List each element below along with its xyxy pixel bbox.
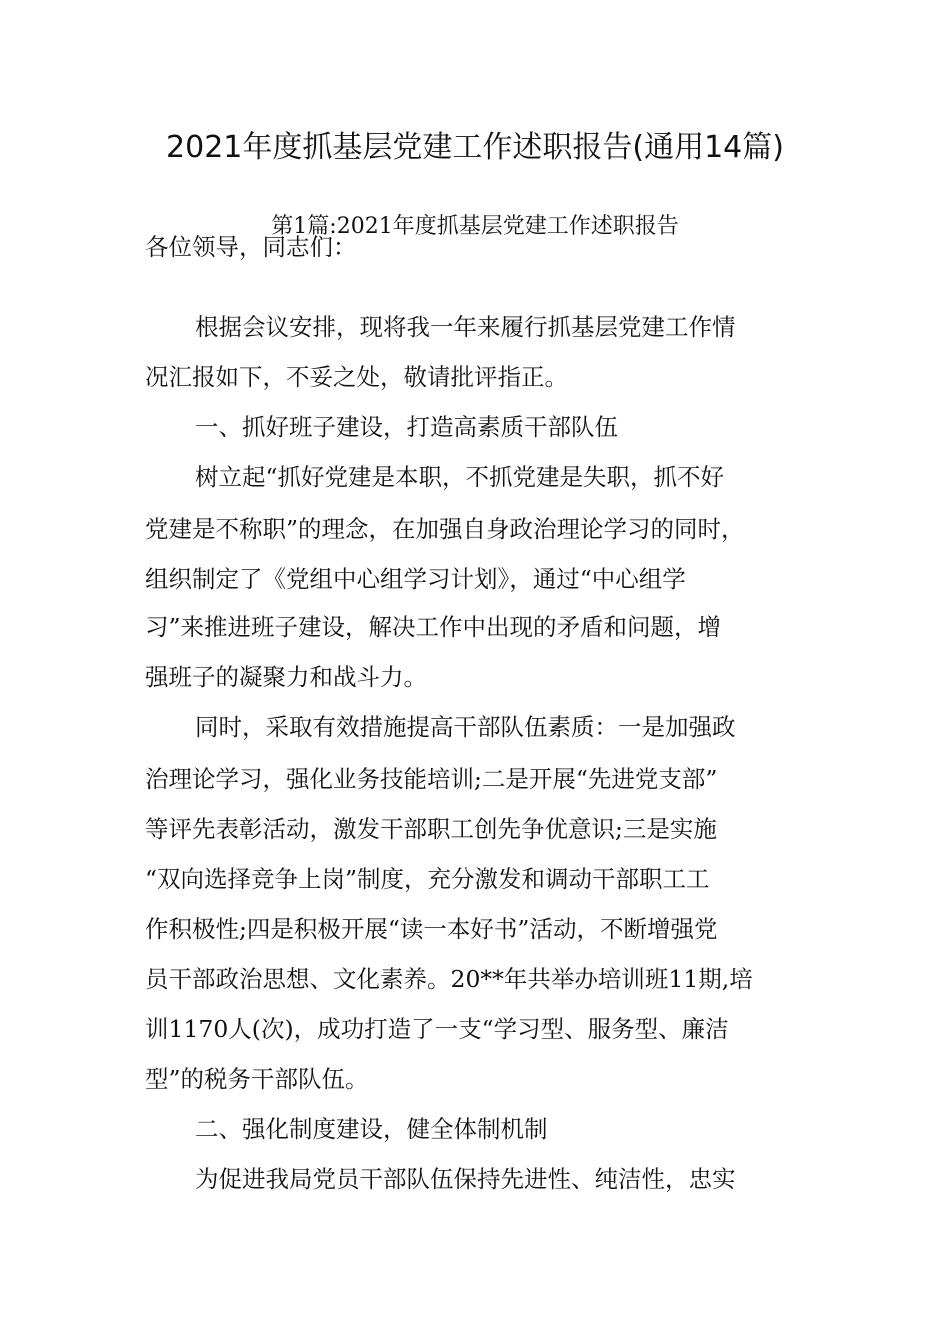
- paragraph-line: 强班子的凝聚力和战斗力。: [145, 663, 427, 691]
- paragraph-line: 党建是不称职”的理念，在加强自身政治理论学习的同时，: [145, 515, 745, 543]
- salutation-line: 各位领导，同志们：: [145, 233, 357, 261]
- paragraph-line: 况汇报如下，不妥之处，敬请批评指正。: [145, 363, 568, 391]
- paragraph-line: “双向选择竞争上岗”制度，充分激发和调动干部职工工: [145, 865, 710, 893]
- paragraph-line: 树立起“抓好党建是本职，不抓党建是失职，抓不好: [195, 463, 725, 491]
- paragraph-line: 员干部政治思想、文化素养。20**年共举办培训班11期,培: [145, 965, 753, 993]
- paragraph-line: 为促进我局党员干部队伍保持先进性、纯洁性，忠实: [195, 1165, 736, 1193]
- section-heading: 二、强化制度建设，健全体制机制: [195, 1115, 548, 1143]
- paragraph-line: 型”的税务干部队伍。: [145, 1065, 369, 1093]
- paragraph-line: 治理论学习，强化业务技能培训;二是开展“先进党支部”: [145, 765, 718, 793]
- section-heading: 一、抓好班子建设，打造高素质干部队伍: [195, 413, 618, 441]
- paragraph-line: 习”来推进班子建设，解决工作中出现的矛盾和问题，增: [145, 613, 722, 641]
- document-title: 2021年度抓基层党建工作述职报告(通用14篇): [166, 130, 784, 165]
- paragraph-line: 组织制定了《党组中心组学习计划》，通过“中心组学: [145, 565, 686, 593]
- paragraph-line: 同时，采取有效措施提高干部队伍素质：一是加强政: [195, 713, 736, 741]
- paragraph-line: 等评先表彰活动，激发干部职工创先争优意识;三是实施: [145, 815, 717, 843]
- paragraph-line: 作积极性;四是积极开展“读一本好书”活动，不断增强党: [145, 915, 718, 943]
- section-subtitle: 第1篇:2021年度抓基层党建工作述职报告: [271, 214, 679, 239]
- paragraph-line: 训1170人(次)，成功打造了一支“学习型、服务型、廉洁: [145, 1015, 729, 1043]
- paragraph-line: 根据会议安排，现将我一年来履行抓基层党建工作情: [195, 313, 736, 341]
